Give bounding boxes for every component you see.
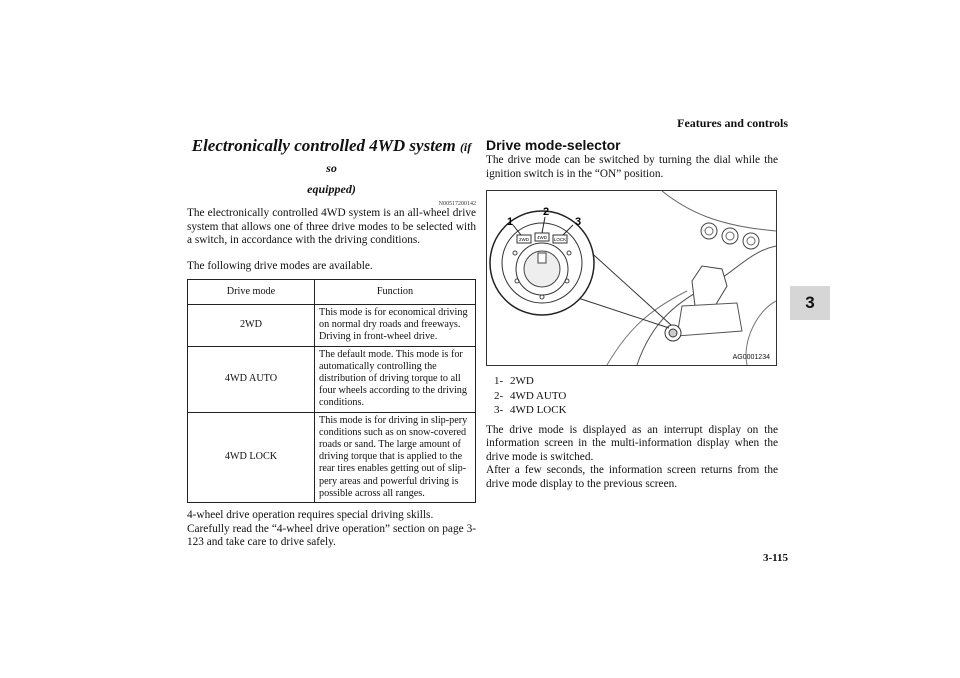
callout-2: 2 — [543, 206, 550, 218]
drive-mode-table — [187, 279, 476, 503]
table-cell-function: The default mode. This mode is for automatically controlling the distribution of driving torque to all four wheels according to the driving conditions. — [315, 346, 476, 412]
table-cell-mode: 2WD — [188, 305, 315, 347]
drive-mode-illustration — [487, 191, 776, 365]
section-title-suffix2: equipped) — [307, 182, 356, 196]
note-paragraph-1: 4-wheel drive operation requires special driving skills. — [187, 509, 434, 522]
section-title — [187, 136, 476, 199]
page-number: 3-115 — [762, 552, 788, 564]
right-column — [486, 136, 778, 491]
legend-item — [494, 374, 778, 389]
figure-code: AG0001234 — [732, 354, 770, 361]
legend-label: 4WD AUTO — [510, 389, 567, 402]
section-title-text: Electronically controlled 4WD system — [191, 136, 456, 155]
table-row — [188, 412, 476, 502]
dial-label-2wd: 2WD — [519, 237, 529, 242]
table-row — [188, 305, 476, 347]
chapter-tab: 3 — [790, 286, 830, 320]
legend-label: 2WD — [510, 375, 534, 387]
running-header: Features and controls — [677, 116, 788, 130]
table-cell-mode: 4WD AUTO — [188, 346, 315, 412]
legend-item — [494, 403, 778, 418]
dial-label-lock: LOCK — [553, 237, 567, 242]
legend-number: 3- — [494, 404, 504, 416]
display-paragraph-2: After a few seconds, the information screen returns from the drive mode display to the previous screen. — [486, 464, 778, 490]
drive-mode-figure — [486, 190, 777, 366]
table-header-drive-mode: Drive mode — [188, 280, 315, 305]
table-cell-function: This mode is for economical driving on normal dry roads and freeways. Driving in front-wheel drive. — [315, 305, 476, 347]
drive-mode-selector-title: Drive mode-selector — [486, 137, 621, 153]
figure-legend — [494, 374, 778, 418]
legend-number: 2- — [494, 389, 504, 402]
dial-label-4wd: 4WD — [537, 235, 547, 240]
left-column — [187, 136, 476, 550]
table-header-row — [188, 280, 476, 305]
table-header-function: Function — [315, 280, 476, 305]
callout-3: 3 — [575, 216, 582, 228]
section-title-suffix: (if so — [326, 140, 472, 175]
note-paragraph-2: Carefully read the “4-wheel drive operation” section on page 3-123 and take care to drive safely. — [187, 522, 476, 549]
table-cell-mode: 4WD LOCK — [188, 412, 315, 502]
intro-paragraph: The electronically controlled 4WD system is an all-wheel drive system that allows one of three drive modes to be selected with a switch, in accordance with the driving conditions. — [187, 207, 476, 246]
section-code: N00517200142 — [438, 201, 476, 207]
available-paragraph: The following drive modes are available. — [187, 259, 373, 272]
table-cell-function: This mode is for driving in slip-pery conditions such as on snow-covered roads or sand. The large amount of driving torque that is applied to the rear tires enables getting out of slip-pery areas and powerful driving is possible across all ranges. — [315, 412, 476, 502]
callout-1: 1 — [507, 216, 514, 228]
legend-item — [494, 389, 778, 404]
legend-number: 1- — [494, 375, 504, 387]
table-row — [188, 346, 476, 412]
legend-label: 4WD LOCK — [510, 404, 567, 416]
drive-mode-intro: The drive mode can be switched by turning the dial while the ignition switch is in the “ON” position. — [486, 154, 778, 180]
display-paragraph-1: The drive mode is displayed as an interrupt display on the information screen in the multi-information display when the drive mode is switched. — [486, 423, 778, 463]
